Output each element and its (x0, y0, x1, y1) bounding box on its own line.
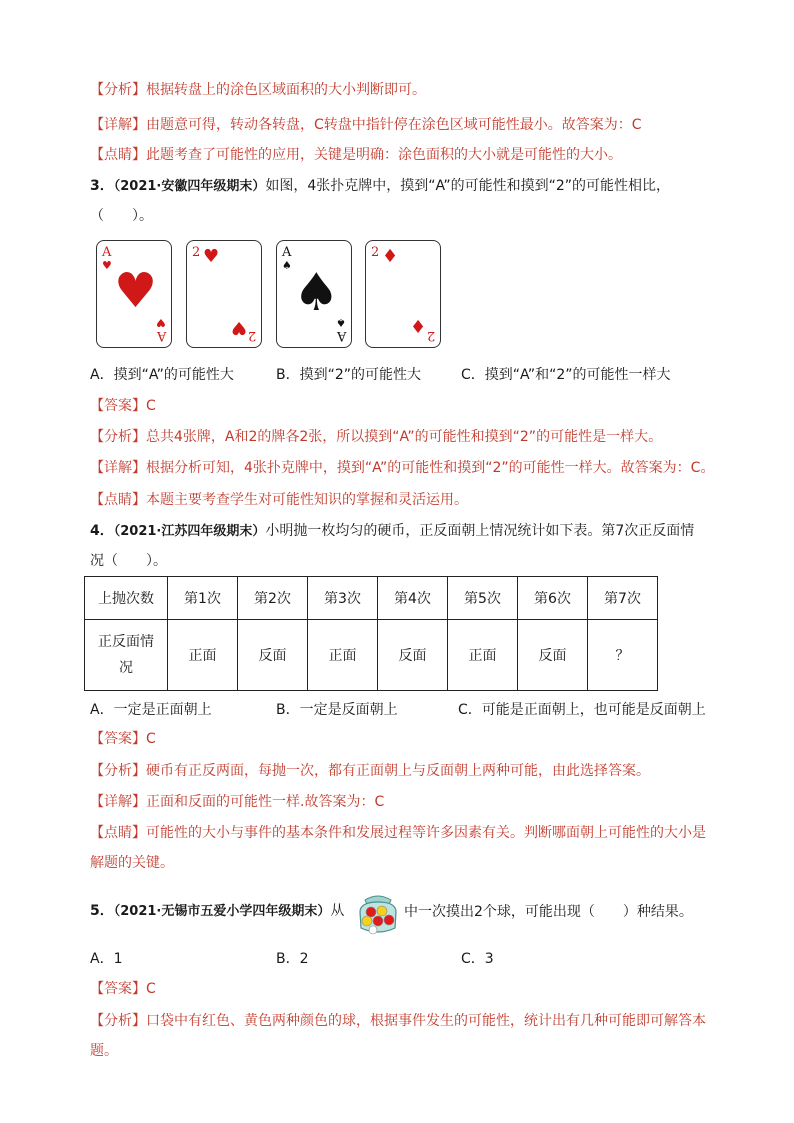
diamond-icon: ♦ (410, 317, 427, 338)
q3-stem: 3．（2021·安徽四年级期末）如图，4张扑克牌中，摸到“A”的可能性和摸到“2”的可能性相比， (90, 178, 671, 194)
q5-answer: 【答案】C (90, 981, 156, 997)
q4-answer: 【答案】C (90, 731, 156, 747)
table-header-cell: 第6次 (518, 577, 588, 620)
heart-icon: ♥ (231, 317, 248, 338)
q2-detail: 【详解】由题意可得，转动各转盘，C转盘中指针停在涂色区域可能性最小。故答案为：C (90, 117, 642, 133)
q4-comment-cont: 解题的关键。 (90, 855, 174, 871)
q3-option-b: B．摸到“2”的可能性大 (276, 367, 422, 383)
q3-answer: 【答案】C (90, 398, 156, 414)
q4-detail: 【详解】正面和反面的可能性一样.故答案为：C (90, 794, 385, 810)
q3-option-a: A．摸到“A”的可能性大 (90, 367, 234, 383)
heart-icon: ♥ (203, 246, 220, 267)
card-two-of-hearts: 2 ♥ ♥ 2 (186, 240, 262, 348)
table-row (85, 577, 658, 620)
q5-stem-start: 5．（2021·无锡市五爱小学四年级期末）从 (90, 903, 345, 919)
heart-icon: ♥ (114, 263, 158, 319)
table-cell: ？ (588, 620, 658, 691)
table-header-result: 正反面情 况 (85, 620, 168, 691)
q5-option-c: C．3 (461, 951, 494, 967)
q2-comment: 【点睛】此题考查了可能性的应用，关键是明确：涂色面积的大小就是可能性的大小。 (90, 147, 622, 163)
table-cell: 反面 (518, 620, 588, 691)
table-header-tosses: 上抛次数 (85, 577, 168, 620)
table-header-cell: 第2次 (238, 577, 308, 620)
q3-stem-cont: （ ）。 (90, 208, 153, 224)
table-cell: 反面 (378, 620, 448, 691)
q4-option-c: C．可能是正面朝上，也可能是反面朝上 (458, 702, 706, 718)
q2-analysis: 【分析】根据转盘上的涂色区域面积的大小判断即可。 (90, 82, 426, 98)
coin-toss-table (84, 576, 658, 691)
card-ace-of-spades: A ♠ ♠ ♠ A (276, 240, 352, 348)
q5-analysis-cont: 题。 (90, 1043, 118, 1059)
q5-option-b: B．2 (276, 951, 309, 967)
q4-analysis: 【分析】硬币有正反两面，每抛一次，都有正面朝上与反面朝上两种可能，由此选择答案。 (90, 763, 650, 779)
table-cell: 正面 (308, 620, 378, 691)
q3-detail: 【详解】根据分析可知，4张扑克牌中，摸到“A”的可能性和摸到“2”的可能性一样大。故答案为：C。 (90, 460, 715, 476)
q5-stem-end: 中一次摸出2个球，可能出现（ ）种结果。 (404, 904, 693, 920)
spade-icon: ♠ (293, 263, 340, 323)
q4-option-b: B．一定是反面朝上 (276, 702, 398, 718)
table-cell: 正面 (168, 620, 238, 691)
diamond-icon: ♦ (382, 246, 399, 267)
q4-comment: 【点睛】可能性的大小与事件的基本条件和发展过程等许多因素有关。判断哪面朝上可能性的大小是 (90, 825, 706, 841)
table-header-cell: 第3次 (308, 577, 378, 620)
table-header-cell: 第1次 (168, 577, 238, 620)
card-two-of-diamonds: 2 ♦ ♦ 2 (365, 240, 441, 348)
heart-icon: ♥ (156, 316, 166, 329)
q3-analysis: 【分析】总共4张牌，A和2的牌各2张，所以摸到“A”的可能性和摸到“2”的可能性是一样大。 (90, 429, 663, 445)
heart-icon: ♥ (102, 259, 112, 272)
spade-icon: ♠ (336, 316, 346, 329)
spade-icon: ♠ (282, 259, 292, 272)
q4-stem: 4．（2021·江苏四年级期末）小明抛一枚均匀的硬币，正反面朝上情况统计如下表。第7次正反面情 (90, 523, 695, 539)
table-cell: 反面 (238, 620, 308, 691)
card-ace-of-hearts: A ♥ ♥ ♥ A (96, 240, 172, 348)
table-cell: 正面 (448, 620, 518, 691)
table-header-cell: 第5次 (448, 577, 518, 620)
ball-bag-icon (355, 890, 401, 936)
q5-analysis: 【分析】口袋中有红色、黄色两种颜色的球，根据事件发生的可能性，统计出有几种可能即可解答本 (90, 1013, 706, 1029)
table-header-cell: 第7次 (588, 577, 658, 620)
q5-option-a: A．1 (90, 951, 123, 967)
q4-option-a: A．一定是正面朝上 (90, 702, 212, 718)
table-row (85, 620, 658, 691)
q4-stem-cont: 况（ ）。 (90, 553, 167, 569)
table-header-cell: 第4次 (378, 577, 448, 620)
q3-comment: 【点睛】本题主要考查学生对可能性知识的掌握和灵活运用。 (90, 492, 468, 508)
q3-option-c: C．摸到“A”和“2”的可能性一样大 (461, 367, 671, 383)
